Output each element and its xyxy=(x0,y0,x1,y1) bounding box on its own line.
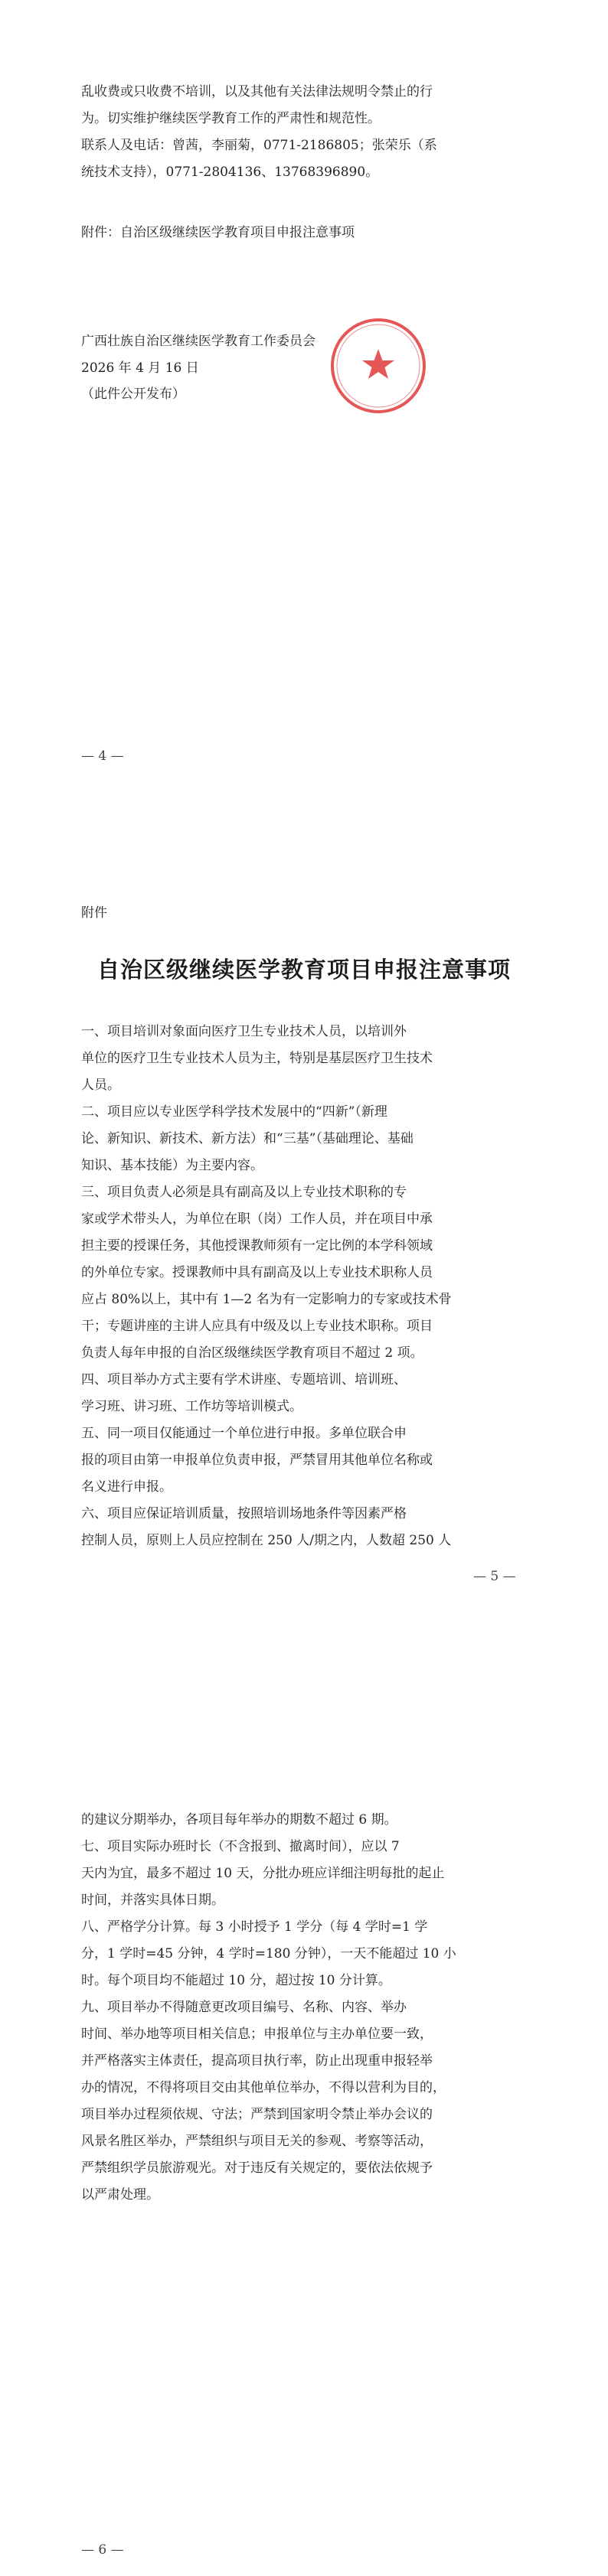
page-number: — 4 — xyxy=(81,748,124,764)
p5-line: 五、同一项目仅能通过一个单位进行申报。多单位联合申 xyxy=(81,1426,407,1441)
p4-line: 联系人及电话：曾茜，李丽菊，0771-2186805；张荣乐（系 xyxy=(81,138,437,153)
issuer-line: 广西壮族自治区继续医学教育工作委员会 xyxy=(81,334,315,349)
p5-line: 六、项目应保证培训质量，按照培训场地条件等因素严格 xyxy=(81,1506,407,1521)
p6-line: 八、严格学分计算。每 3 小时授予 1 学分（每 4 学时=1 学 xyxy=(81,1919,428,1935)
public-release-note: （此件公开发布） xyxy=(81,386,185,402)
p5-line: 学习班、讲习班、工作坊等培训模式。 xyxy=(81,1399,302,1414)
p6-line: 分，1 学时=45 分钟，4 学时=180 分钟），一天不能超过 10 小 xyxy=(81,1946,456,1961)
p6-line: 时。每个项目均不能超过 10 分，超过按 10 分计算。 xyxy=(81,1973,391,1988)
p5-line: 应占 80%以上，其中有 1—2 名为有一定影响力的专家或技术骨 xyxy=(81,1292,452,1307)
official-seal-icon xyxy=(328,315,429,416)
p6-line: 天内为宜，最多不超过 10 天，分批办班应详细注明每批的起止 xyxy=(81,1866,445,1881)
date-line: 2026 年 4 月 16 日 xyxy=(81,360,199,376)
p5-line: 一、项目培训对象面向医疗卫生专业技术人员，以培训外 xyxy=(81,1024,407,1039)
p5-line: 控制人员，原则上人员应控制在 250 人/期之内，人数超 250 人 xyxy=(81,1533,452,1548)
p6-line: 严禁组织学员旅游观光。对于违反有关规定的，要依法依规予 xyxy=(81,2160,433,2176)
page-number: — 6 — xyxy=(81,2542,124,2558)
p6-line: 时间，并落实具体日期。 xyxy=(81,1893,224,1908)
p4-line: 附件：自治区级继续医学教育项目申报注意事项 xyxy=(81,225,355,240)
p5-line: 四、项目举办方式主要有学术讲座、专题培训、培训班、 xyxy=(81,1372,407,1387)
p5-line: 名义进行申报。 xyxy=(81,1479,172,1495)
p5-line: 三、项目负责人必须是具有副高及以上专业技术职称的专 xyxy=(81,1185,407,1200)
p6-line: 并严格落实主体责任，提高项目执行率，防止出现重申报轻举 xyxy=(81,2053,433,2069)
p5-line: 知识、基本技能）为主要内容。 xyxy=(81,1158,263,1173)
p5-line: 担主要的授课任务，其他授课教师须有一定比例的本学科领域 xyxy=(81,1238,433,1254)
p4-line: 统技术支持），0771-2804136、13768396890。 xyxy=(81,165,379,180)
p6-line: 的建议分期举办，各项目每年举办的期数不超过 6 期。 xyxy=(81,1812,397,1828)
p6-line: 以严肃处理。 xyxy=(81,2187,159,2203)
page-title: 自治区级继续医学教育项目申报注意事项 xyxy=(96,957,511,983)
p6-line: 办的情况，不得将项目交由其他单位举办，不得以营利为目的， xyxy=(81,2080,446,2095)
p6-line: 时间、举办地等项目相关信息；申报单位与主办单位要一致， xyxy=(81,2027,433,2042)
p5-line: 报的项目由第一申报单位负责申报，严禁冒用其他单位名称或 xyxy=(81,1453,433,1468)
p5-line: 负责人每年申报的自治区级继续医学教育项目不超过 2 项。 xyxy=(81,1345,423,1361)
p5-line: 二、项目应以专业医学科学技术发展中的“四新”（新理 xyxy=(81,1104,387,1120)
page-number: — 5 — xyxy=(473,1569,516,1584)
p4-line: 乱收费或只收费不培训，以及其他有关法律法规明令禁止的行 xyxy=(81,84,433,99)
p5-line: 人员。 xyxy=(81,1078,120,1093)
p5-line: 的外单位专家。授课教师中具有副高及以上专业技术职称人员 xyxy=(81,1265,433,1280)
p6-line: 项目举办过程须依规、守法；严禁到国家明令禁止举办会议的 xyxy=(81,2107,433,2122)
p6-line: 七、项目实际办班时长（不含报到、撤离时间），应以 7 xyxy=(81,1839,400,1854)
p5-line: 干；专题讲座的主讲人应具有中级及以上专业技术职称。项目 xyxy=(81,1319,433,1334)
p4-line: 为。切实维护继续医学教育工作的严肃性和规范性。 xyxy=(81,111,381,126)
p5-line: 家或学术带头人，为单位在职（岗）工作人员，并在项目中承 xyxy=(81,1211,433,1227)
p5-line: 单位的医疗卫生专业技术人员为主，特别是基层医疗卫生技术 xyxy=(81,1051,433,1066)
p6-line: 九、项目举办不得随意更改项目编号、名称、内容、举办 xyxy=(81,2000,407,2015)
attachment-label: 附件 xyxy=(81,905,107,921)
p5-line: 论、新知识、新技术、新方法）和“三基”（基础理论、基础 xyxy=(81,1131,414,1146)
p6-line: 风景名胜区举办，严禁组织与项目无关的参观、考察等活动， xyxy=(81,2134,433,2149)
